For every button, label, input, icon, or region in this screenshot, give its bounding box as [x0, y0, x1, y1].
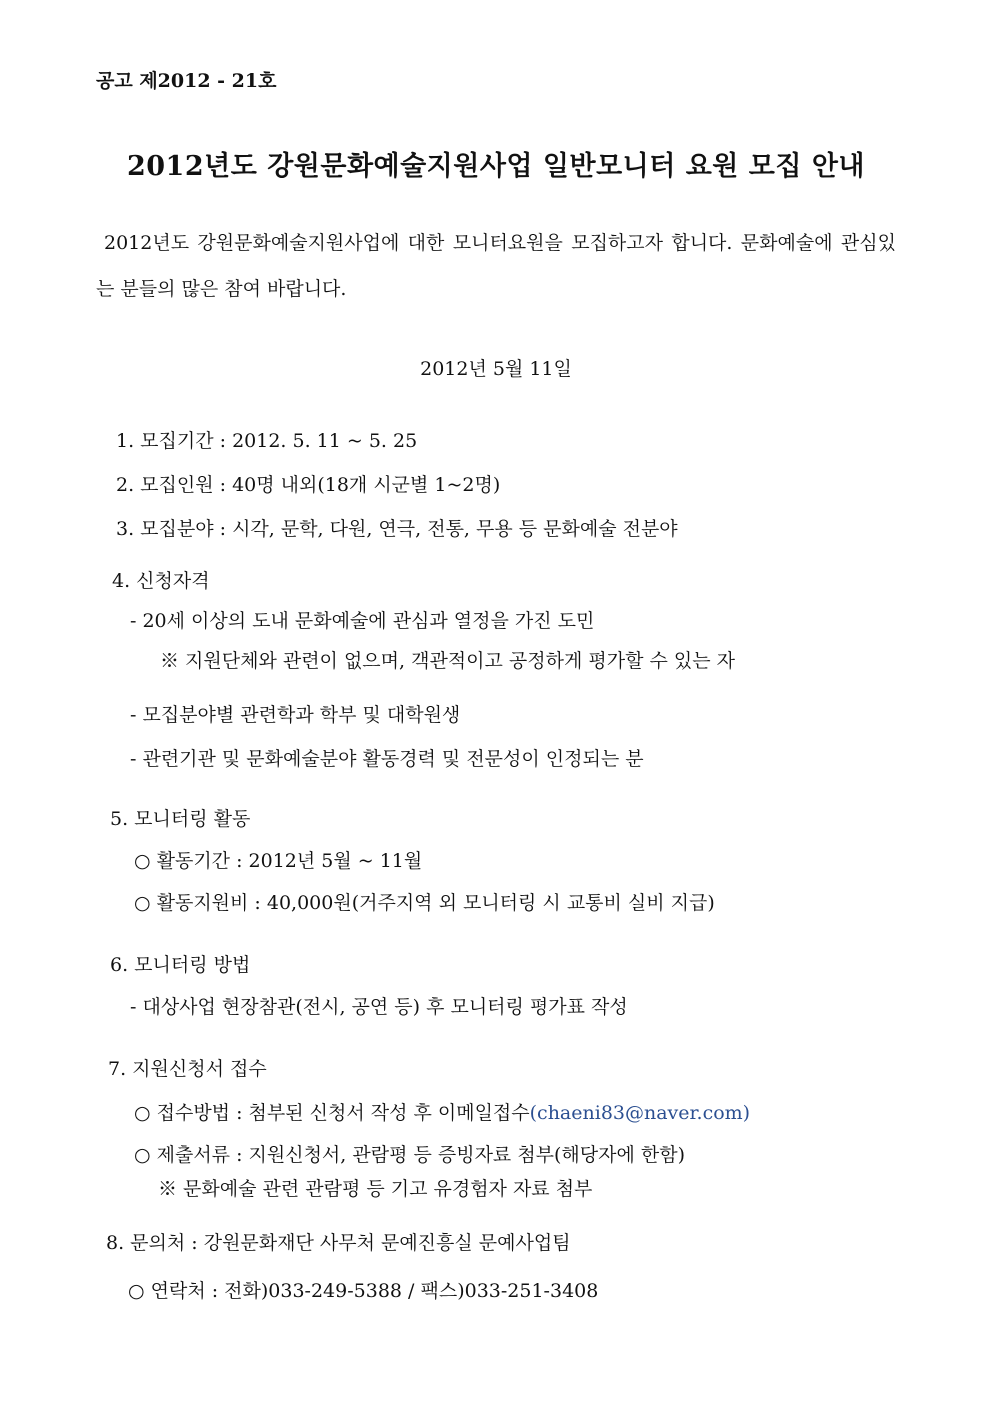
- email-link[interactable]: (chaeni83@naver.com): [529, 1102, 751, 1124]
- eligibility-note: ※ 지원단체와 관련이 없으며, 객관적이고 공정하게 평가할 수 있는 자: [160, 650, 735, 672]
- activity-support: ○ 활동지원비 : 40,000원(거주지역 외 모니터링 시 교통비 실비 지급): [134, 892, 715, 914]
- item-recruit-period: 1. 모집기간 : 2012. 5. 11 ~ 5. 25: [116, 430, 418, 452]
- item-application-heading: 7. 지원신청서 접수: [108, 1058, 267, 1080]
- eligibility-experts: - 관련기관 및 문화예술분야 활동경력 및 전문성이 인정되는 분: [130, 748, 644, 770]
- intro-paragraph: 2012년도 강원문화예술지원사업에 대한 모니터요원을 모집하고자 합니다. 문화예술에 관심있는 분들의 많은 참여 바랍니다.: [96, 232, 896, 300]
- item-method-heading: 6. 모니터링 방법: [110, 954, 251, 976]
- item-eligibility-heading: 4. 신청자격: [112, 570, 210, 592]
- item-recruit-count: 2. 모집인원 : 40명 내외(18개 시군별 1~2명): [116, 474, 501, 496]
- item-recruit-fields: 3. 모집분야 : 시각, 문학, 다원, 연극, 전통, 무용 등 문화예술 전분야: [116, 518, 678, 540]
- application-method-text: ○ 접수방법 : 첨부된 신청서 작성 후 이메일접수: [134, 1102, 530, 1124]
- activity-period: ○ 활동기간 : 2012년 5월 ~ 11월: [134, 850, 423, 872]
- contact-phone-fax: ○ 연락처 : 전화)033-249-5388 / 팩스)033-251-3408: [128, 1280, 599, 1302]
- method-description: - 대상사업 현장참관(전시, 공연 등) 후 모니터링 평가표 작성: [130, 996, 628, 1018]
- document-date: 2012년 5월 11일: [420, 358, 572, 380]
- application-documents: ○ 제출서류 : 지원신청서, 관람평 등 증빙자료 첨부(해당자에 한함): [134, 1144, 686, 1166]
- eligibility-students: - 모집분야별 관련학과 학부 및 대학원생: [130, 704, 461, 726]
- application-note: ※ 문화예술 관련 관람평 등 기고 유경험자 자료 첨부: [158, 1178, 593, 1200]
- application-method: [134, 1098, 750, 1125]
- document-title: 2012년도 강원문화예술지원사업 일반모니터 요원 모집 안내: [126, 151, 866, 182]
- notice-number: 공고 제2012 - 21호: [96, 70, 277, 92]
- item-activity-heading: 5. 모니터링 활동: [110, 808, 251, 830]
- item-contact-heading: 8. 문의처 : 강원문화재단 사무처 문예진흥실 문예사업팀: [106, 1232, 571, 1254]
- eligibility-resident: - 20세 이상의 도내 문화예술에 관심과 열정을 가진 도민: [130, 610, 595, 632]
